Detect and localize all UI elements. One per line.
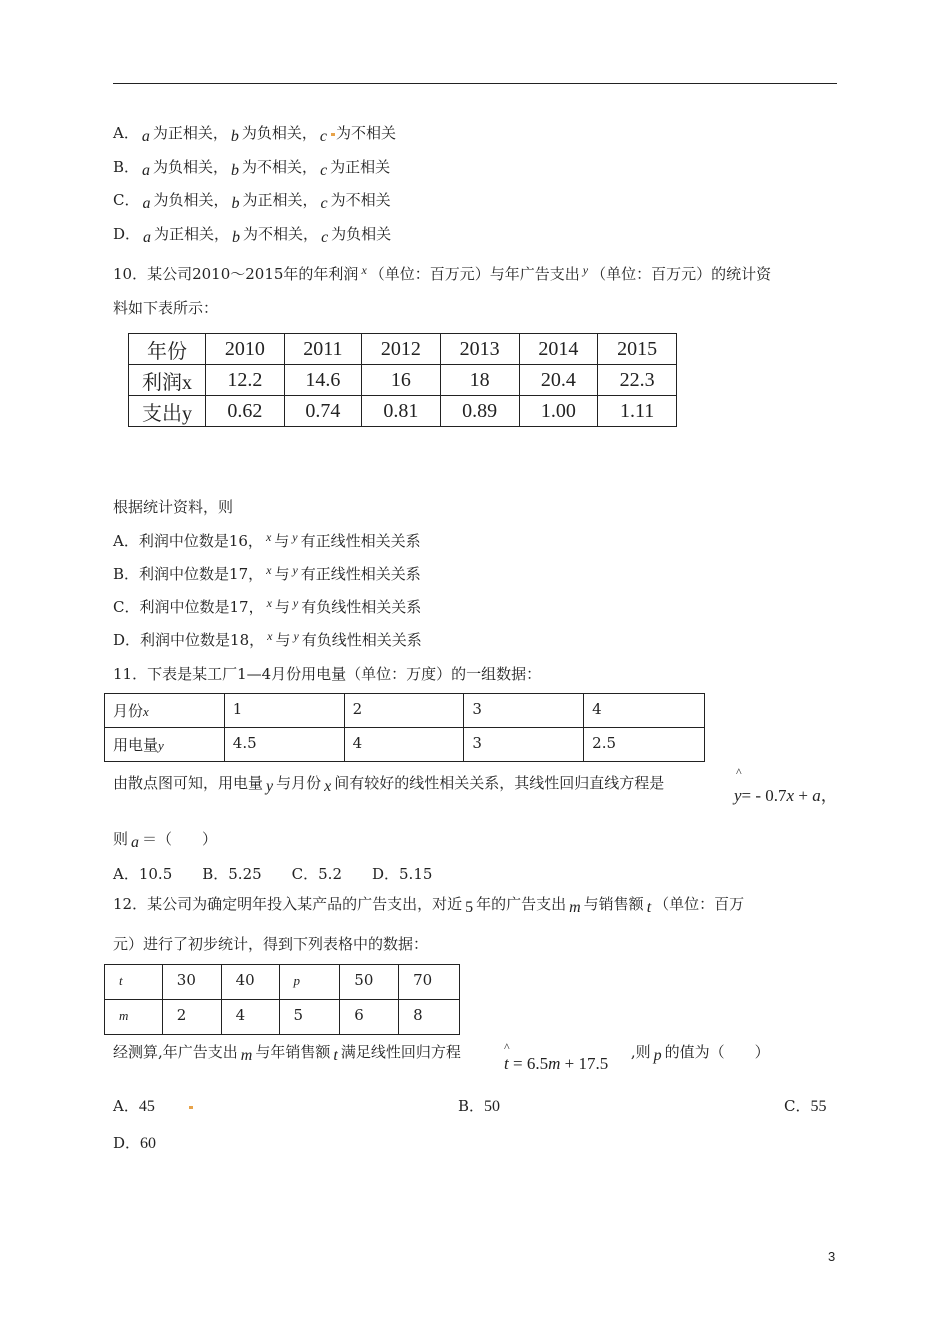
option-text: 为正相关，: [152, 124, 228, 142]
stem-text: 料如下表所示：: [113, 299, 219, 317]
var-m: m: [569, 899, 581, 916]
table-cell: 0.81: [362, 396, 441, 427]
option-text: 为负相关，: [241, 124, 317, 142]
table-cell: 14.6: [284, 365, 361, 396]
q11-regression-equation: [734, 765, 838, 806]
option-value: 45: [138, 1098, 155, 1115]
table-cell: 6: [340, 1000, 399, 1035]
stem-text: 则: [113, 830, 129, 848]
q10-stem-line2: [113, 298, 218, 318]
option-text: 为正相关，: [242, 191, 318, 209]
option-text: 为正相关: [330, 158, 391, 176]
option-label: D．: [113, 631, 141, 649]
table-header-cell: 2013: [440, 334, 519, 365]
table-row: [129, 334, 677, 365]
var-x: x: [361, 263, 367, 277]
option-text: 利润中位数是17，: [139, 565, 264, 583]
option-text: 为正相关，: [154, 225, 230, 243]
table-cell: 16: [362, 365, 441, 396]
stem-text: 与年销售额: [255, 1043, 331, 1061]
option-text: 有正线性相关关系: [300, 532, 421, 550]
table-cell: 2.5: [584, 728, 705, 762]
stem-text: 元）进行了初步统计，得到下列表格中的数据：: [113, 935, 429, 953]
option-label: D．: [113, 1134, 141, 1152]
eq-var-m: m: [548, 1054, 561, 1073]
q12-option-d: [113, 1133, 156, 1154]
var-b: b: [230, 128, 239, 145]
var-p: p: [653, 1047, 662, 1064]
option-label: B．: [113, 565, 140, 583]
option-text: 与: [274, 565, 290, 583]
option-label: D．: [113, 225, 141, 243]
table-header-cell: 2014: [519, 334, 598, 365]
option-label: A．: [113, 1097, 139, 1115]
table-cell: 4.5: [224, 728, 344, 762]
option-value: 60: [140, 1135, 157, 1152]
var-x: x: [324, 778, 332, 795]
table-cell: 12.2: [206, 365, 285, 396]
table-cell: 0.74: [284, 396, 361, 427]
hat-symbol: ^: [736, 765, 742, 779]
stem-text: ＝（ ）: [142, 830, 218, 848]
cell-text: 月份: [113, 702, 144, 720]
var-c: c: [320, 162, 328, 179]
option-label: C．: [784, 1097, 811, 1115]
var-c: c: [320, 195, 328, 212]
var-t: t: [333, 1047, 338, 1064]
var-b: b: [231, 162, 240, 179]
table-cell: 0.62: [206, 396, 285, 427]
table-row: [105, 728, 705, 762]
q10-option-c: [113, 597, 421, 618]
table-cell: [105, 728, 225, 762]
option-text: 为不相关: [335, 124, 396, 142]
option-text: 为负相关: [331, 225, 392, 243]
option-value: 55: [810, 1098, 827, 1115]
table-cell: 8: [399, 1000, 460, 1035]
option-text: A．10.5 B．5.25 C．5.2 D．5.15: [113, 865, 433, 883]
option-label: A．: [113, 532, 139, 550]
q12-line: [113, 1042, 770, 1063]
q9-option-a: [113, 123, 396, 144]
var-x: x: [143, 704, 149, 719]
var-y: y: [293, 629, 299, 643]
hat-symbol: ^: [504, 1040, 510, 1054]
eq-term: = - 0.7: [741, 786, 787, 805]
option-text: 为负相关，: [153, 158, 229, 176]
table-row: [105, 965, 460, 1000]
var-b: b: [231, 195, 240, 212]
var-b: b: [232, 229, 241, 246]
stem-text: 年的广告支出: [476, 895, 567, 913]
option-text: 有负线性相关关系: [301, 631, 422, 649]
var-p: p: [293, 973, 300, 988]
var-a: a: [142, 162, 151, 179]
option-text: 利润中位数是17，: [139, 598, 264, 616]
table-cell: [105, 694, 225, 728]
var-c: c: [319, 128, 327, 145]
var-x: x: [266, 563, 272, 577]
table-cell: 1: [224, 694, 344, 728]
var-y: y: [292, 596, 299, 610]
stem-text: 由散点图可知，用电量: [113, 774, 264, 792]
q12-stem-line1: [113, 894, 744, 915]
option-text: 为不相关: [330, 191, 391, 209]
option-text: 有正线性相关关系: [300, 565, 421, 583]
option-text: 与: [275, 631, 291, 649]
header-rule: [113, 83, 837, 84]
page-number: 3: [828, 1249, 836, 1264]
table-cell: 1.11: [598, 396, 677, 427]
var-a: a: [142, 195, 151, 212]
q11-options: [113, 864, 432, 884]
table-cell: 4: [221, 1000, 279, 1035]
stem-text: 与月份: [276, 774, 322, 792]
stem-text: 与销售额: [583, 895, 644, 913]
table-row: [105, 1000, 460, 1035]
table-cell: 3: [464, 728, 584, 762]
eq-lhs: y: [734, 786, 742, 805]
option-value: 50: [484, 1098, 501, 1115]
table-row: [129, 396, 677, 427]
q12-stem-line2: [113, 934, 428, 954]
q12-regression-equation: [504, 1040, 609, 1074]
table-cell: 3: [464, 694, 584, 728]
stem-text: 11．下表是某工厂1—4月份用电量（单位：万度）的一组数据：: [113, 665, 542, 683]
eq-var-a: a: [812, 786, 821, 805]
var-x: x: [265, 530, 272, 544]
scan-mark: [331, 133, 335, 136]
q10-option-a: [113, 531, 421, 552]
stem-text: 间有较好的线性相关关系，其线性回归直线方程是: [334, 774, 665, 792]
option-text: 利润中位数是18，: [140, 631, 265, 649]
table-cell: 50: [340, 965, 399, 1000]
table-cell: 70: [399, 965, 460, 1000]
var-a: a: [131, 834, 140, 851]
option-label: C．: [113, 191, 140, 209]
stem-text: 的值为（ ）: [664, 1043, 770, 1061]
q10-option-d: [113, 630, 422, 651]
option-text: 与: [274, 598, 290, 616]
stem-text: ,则: [630, 1043, 651, 1061]
eq-term: + 17.5: [560, 1054, 609, 1073]
table-header-cell: 年份: [129, 334, 206, 365]
option-label: B．: [113, 158, 140, 176]
table-cell: [279, 965, 340, 1000]
stem-text: （单位：百万元）的统计资: [591, 265, 772, 283]
var-y: y: [266, 778, 274, 795]
scan-mark: [189, 1106, 193, 1109]
var-a: a: [141, 128, 150, 145]
option-text: 为负相关，: [153, 191, 229, 209]
table-row: [105, 694, 705, 728]
stem-text: 10．某公司2010～2015年的年利润: [113, 265, 359, 283]
table-cell: 1.00: [519, 396, 598, 427]
table-cell: 4: [584, 694, 705, 728]
var-y: y: [582, 263, 589, 277]
table-cell: 30: [162, 965, 221, 1000]
eq-lhs: t: [504, 1054, 509, 1073]
var-t: t: [119, 973, 123, 988]
option-label: C．: [113, 598, 140, 616]
stem-text: 经测算,年广告支出: [113, 1043, 238, 1061]
table-cell: 支出y: [129, 396, 206, 427]
q9-option-c: [113, 190, 391, 211]
var-m: m: [119, 1008, 129, 1023]
q12-option-b: [458, 1096, 500, 1117]
q11-stem: [113, 664, 541, 684]
q10-option-b: [113, 564, 421, 585]
table-cell: 0.89: [440, 396, 519, 427]
stem-text: 12．某公司为确定明年投入某产品的广告支出，对近: [113, 895, 463, 913]
option-label: B．: [458, 1097, 485, 1115]
q11-line1: [113, 773, 664, 794]
var-t: t: [646, 899, 652, 916]
q11-line2: [113, 829, 217, 850]
table-cell: [105, 965, 163, 1000]
stem-text: （单位：百万: [654, 895, 745, 913]
var-y: y: [292, 563, 298, 577]
table-cell: 22.3: [598, 365, 677, 396]
q9-option-b: [113, 157, 390, 178]
var-x: x: [266, 596, 272, 610]
cell-text: 用电量: [113, 736, 159, 754]
var-y: y: [292, 530, 298, 544]
eq-term: ，: [820, 786, 838, 805]
var-m: m: [240, 1047, 253, 1064]
q10-stem-line1: [113, 264, 771, 285]
table-row: [129, 365, 677, 396]
table-header-cell: 2015: [598, 334, 677, 365]
option-text: 为不相关，: [242, 158, 318, 176]
q9-option-d: [113, 224, 391, 245]
eq-var-x: x: [786, 786, 795, 805]
q10-intro: [113, 497, 233, 517]
q11-data-table: [104, 693, 705, 762]
table-cell: 18: [440, 365, 519, 396]
var-c: c: [321, 229, 329, 246]
table-header-cell: 2010: [206, 334, 285, 365]
q10-data-table: [128, 333, 677, 427]
var-y: y: [158, 738, 164, 753]
table-cell: 4: [344, 728, 464, 762]
option-text: 为不相关，: [243, 225, 319, 243]
table-cell: [105, 1000, 163, 1035]
option-text: 有负线性相关关系: [301, 598, 422, 616]
option-text: 利润中位数是16，: [138, 532, 263, 550]
q12-option-c: [784, 1096, 826, 1117]
var-a: a: [143, 229, 152, 246]
eq-term: +: [794, 786, 813, 805]
stem-text: 满足线性回归方程: [340, 1043, 461, 1061]
stem-text: （单位：百万元）与年广告支出: [369, 265, 580, 283]
table-cell: 20.4: [519, 365, 598, 396]
q12-data-table: [104, 964, 460, 1035]
option-text: 与: [274, 532, 290, 550]
table-header-cell: 2012: [362, 334, 441, 365]
table-cell: 2: [162, 1000, 221, 1035]
q12-option-a: [113, 1096, 194, 1117]
table-cell: 2: [344, 694, 464, 728]
stem-text: 根据统计资料，则: [113, 498, 234, 516]
var-x: x: [267, 629, 273, 643]
table-cell: 40: [221, 965, 279, 1000]
num-5: 5: [465, 899, 474, 916]
eq-term: = 6.5: [508, 1054, 549, 1073]
table-cell: 5: [279, 1000, 340, 1035]
table-header-cell: 2011: [284, 334, 361, 365]
table-cell: 利润x: [129, 365, 206, 396]
option-label: A．: [113, 124, 139, 142]
